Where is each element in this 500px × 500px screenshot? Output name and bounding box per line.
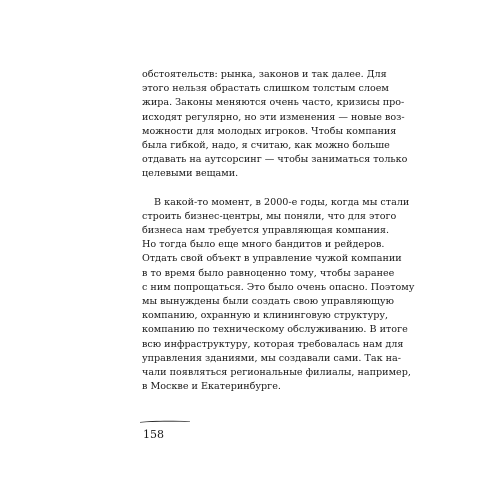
- text-line: была гибкой, надо, я считаю, как можно больше: [142, 140, 390, 152]
- text-line: компанию, охранную и клининговую структуру,: [142, 310, 389, 322]
- text-line: В какой-то момент, в 2000-е годы, когда мы стали: [154, 196, 410, 208]
- text-line: компанию по техническому обслуживанию. В итоге: [142, 324, 408, 336]
- text-line: управления зданиями, мы создавали сами. Так на-: [142, 352, 402, 364]
- text-line: отдавать на аутсорсинг — чтобы заниматься только: [142, 154, 408, 166]
- text-line: целевыми вещами.: [142, 168, 239, 180]
- text-line: жира. Законы меняются очень часто, кризисы про-: [142, 97, 405, 109]
- text-line: исходят регулярно, но эти изменения — новые воз-: [142, 111, 405, 123]
- text-line: Но тогда было еще много бандитов и рейдеров.: [142, 239, 385, 251]
- text-line: бизнеса нам требуется управляющая компания.: [142, 225, 390, 237]
- decorative-rule: [140, 420, 190, 423]
- text-line: можности для молодых игроков. Чтобы компания: [142, 125, 397, 137]
- paragraph-1: [142, 68, 408, 182]
- text-line: этого нельзя обрастать слишком толстым слоем: [142, 83, 389, 95]
- text-line: всю инфраструктуру, которая требовалась нам для: [142, 338, 404, 350]
- paragraph-2: [142, 196, 415, 395]
- text-line: в Москве и Екатеринбурге.: [142, 381, 281, 393]
- text-line: в то время было равноценно тому, чтобы заранее: [142, 267, 395, 279]
- text-line: Отдать свой объект в управление чужой компании: [142, 253, 402, 265]
- page-number: 158: [143, 428, 164, 441]
- text-line: чали появляться региональные филиалы, например,: [142, 367, 411, 379]
- text-line: строить бизнес-центры, мы поняли, что для этого: [142, 210, 397, 222]
- text-line: с ним попрощаться. Это было очень опасно. Поэтому: [142, 281, 415, 293]
- paragraph-gap: [142, 182, 372, 196]
- text-line: мы вынуждены были создать свою управляющую: [142, 296, 394, 308]
- text-line: обстоятельств: рынка, законов и так далее. Для: [142, 69, 387, 80]
- body-text: [142, 68, 415, 394]
